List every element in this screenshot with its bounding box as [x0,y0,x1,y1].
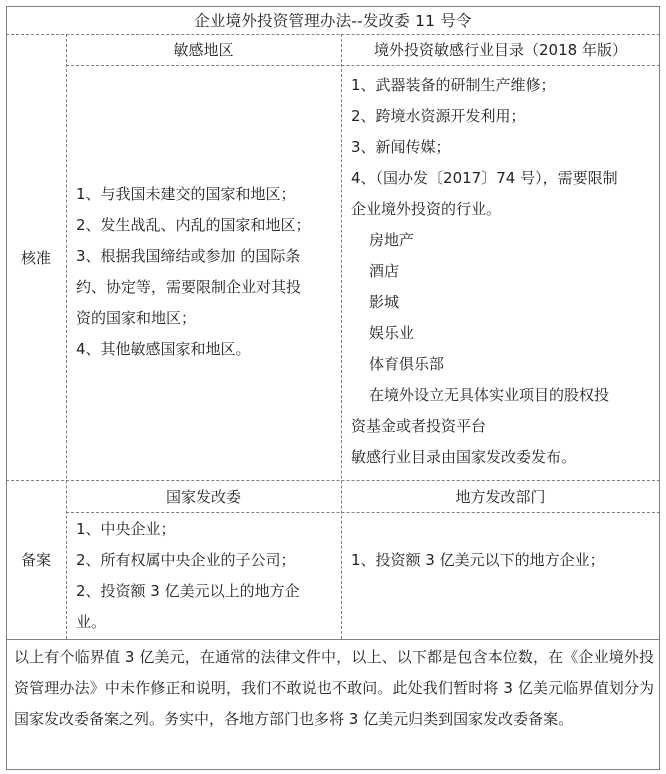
ndrc-item: 业。 [76,613,107,631]
industry-item: 1、武器装备的研制生产维修； [351,76,556,94]
ndrc-header: 国家发改委 [165,487,241,506]
sensitive-industries-list [351,70,657,473]
local-dept-header: 地方发改部门 [455,487,546,506]
region-item: 1、与我国未建交的国家和地区； [76,185,296,203]
region-item: 3、根据我国缔结或参加 的国际条 [76,247,301,265]
local-filing-list [351,545,657,576]
region-item: 资的国家和地区； [76,309,197,327]
local-item: 1、投资额 3 亿美元以下的地方企业； [351,551,605,569]
rule-middle-column [341,34,342,639]
sub-industry-item: 影城 [369,293,400,311]
industry-item: 4、（国办发〔2017〕74 号），需要限制 [351,169,618,187]
sensitive-regions-header: 敏感地区 [173,41,234,59]
filing-row-label: 备案 [20,551,51,569]
approval-row-label: 核准 [20,248,51,267]
ndrc-item: 2、投资额 3 亿美元以上的地方企 [76,582,300,600]
region-item: 约、协定等，需要限制企业对其投 [76,278,302,296]
industry-item: 企业境外投资的行业。 [351,200,502,218]
sub-industry-item: 酒店 [369,262,400,280]
rule-under-approval-headers [66,65,660,66]
rule-above-note [6,639,660,640]
region-item: 2、发生战乱、内乱的国家和地区； [76,216,311,234]
industry-item: 3、新闻传媒； [351,138,451,156]
rule-label-column [66,34,67,639]
ndrc-item: 2、所有权属中央企业的子公司； [76,551,296,569]
sub-industry-item: 体育俱乐部 [369,355,445,373]
ndrc-filing-list [76,514,338,638]
industry-item: 敏感行业目录由国家发改委发布。 [351,448,577,466]
sub-industry-item: 娱乐业 [369,324,415,342]
sensitive-regions-list [76,179,338,365]
sub-industry-item: 在境外设立无具体实业项目的股权投 [369,386,610,404]
industry-item: 资基金或者投资平台 [351,417,487,435]
rule-under-filing-headers [66,512,660,513]
industry-item: 2、跨境水资源开发利用； [351,107,526,125]
region-item: 4、其他敏感国家和地区。 [76,340,251,358]
sub-industry-item: 房地产 [369,231,415,249]
ndrc-item: 1、中央企业； [76,520,176,538]
threshold-note: 以上有个临界值 3 亿美元，在通常的法律文件中，以上、以下都是包含本位数，在《企业境外投资管理办法》中未作修正和说明，我们不敢说也不敢问。此处我们暂时将 3 亿美元临界值划分为国家发改委备案之列。务实中，各地方部门也多将 3 亿美元归类到国家发改委备案。 [14,648,654,728]
page-title: 企业境外投资管理办法--发改委 11 号令 [194,12,472,30]
regulation-table [6,6,660,770]
sensitive-industries-header: 境外投资敏感行业目录（2018 年版） [374,41,627,59]
